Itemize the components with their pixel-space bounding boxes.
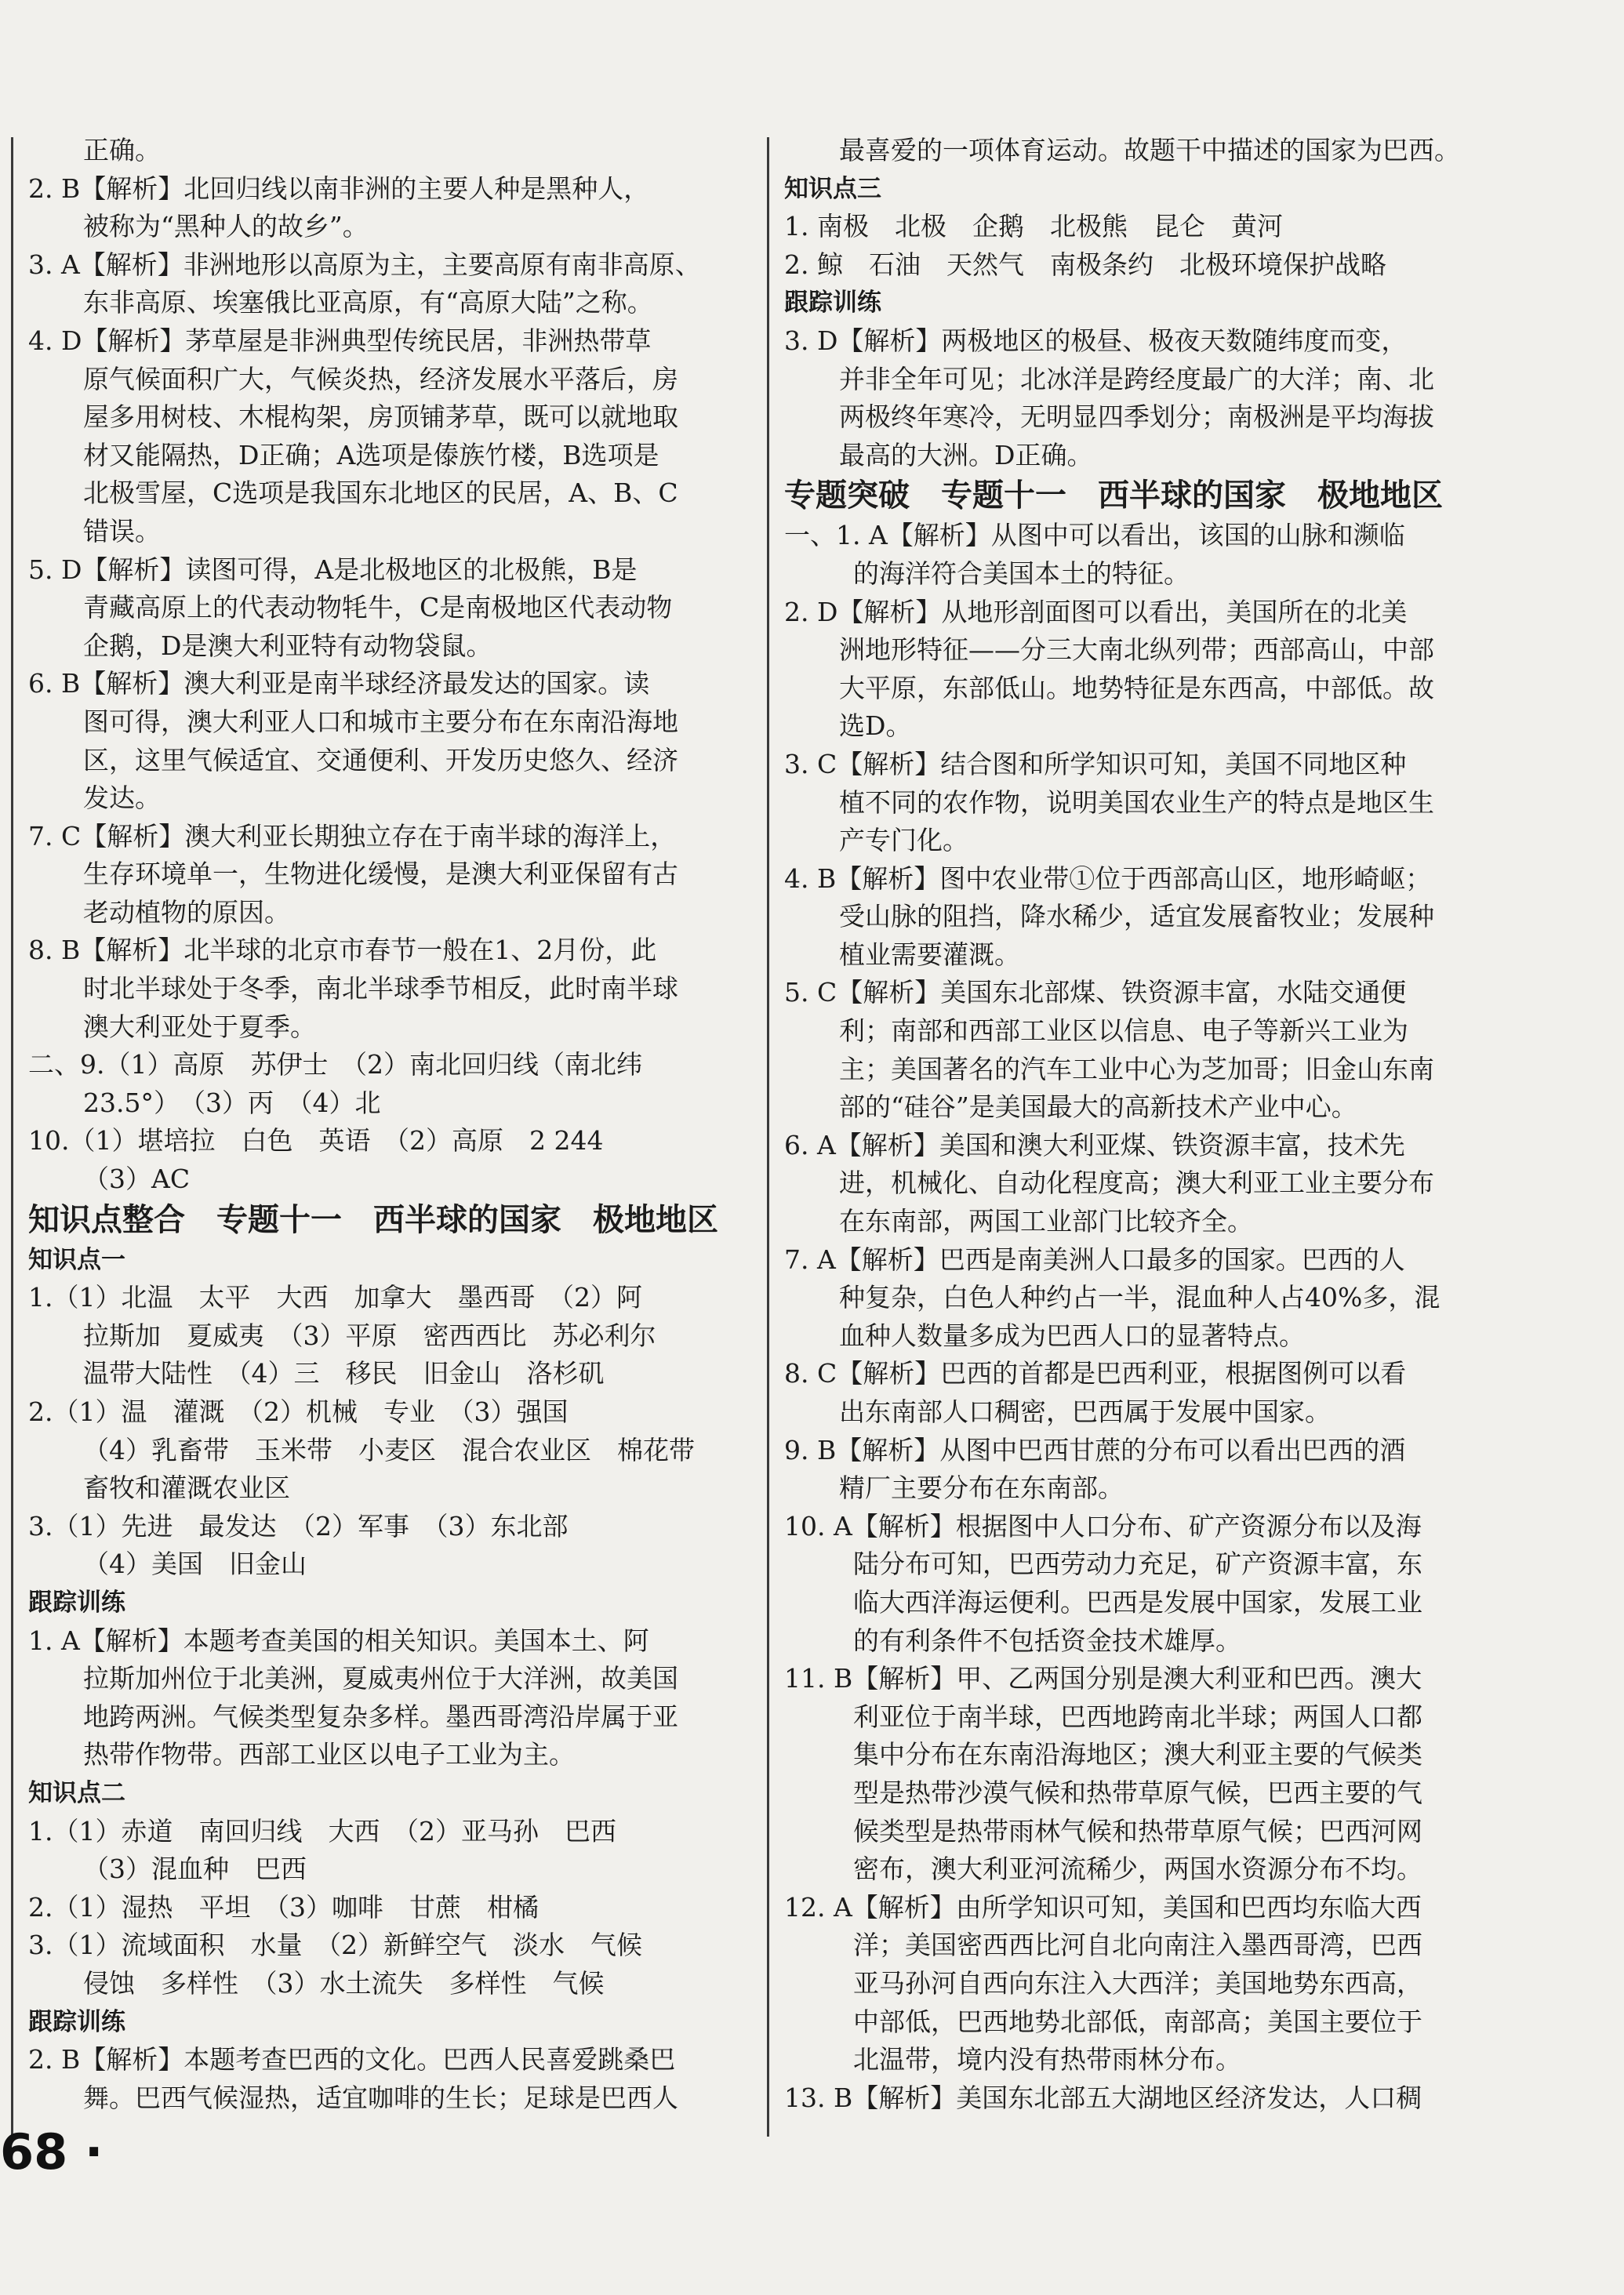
text-line: 5. C【解析】美国东北部煤、铁资源丰富，水陆交通便 [784,977,1407,1008]
section-heading: 跟踪训练 [28,1588,125,1617]
left-margin-rule [11,137,13,2137]
text-line: （3）AC [83,1164,191,1195]
text-line: 植业需要灌溉。 [839,939,1020,970]
text-line: 并非全年可见；北冰洋是跨经度最广的大洋；南、北 [839,363,1434,394]
text-line: 温带大陆性 （4）三 移民 旧金山 洛杉矶 [83,1358,605,1389]
text-line: 地跨两洲。气候类型复杂多样。墨西哥湾沿岸属于亚 [83,1701,678,1732]
text-line: （3）混血种 巴西 [83,1854,307,1885]
section-heading: 跟踪训练 [784,289,881,318]
section-heading: 专题突破 专题十一 西半球的国家 极地地区 [784,478,1443,514]
text-line: 1. A【解析】本题考查美国的相关知识。美国本土、阿 [28,1625,649,1656]
text-line: 利；南部和西部工业区以信息、电子等新兴工业为 [839,1015,1408,1047]
text-line: 两极终年寒冷，无明显四季划分；南极洲是平均海拔 [839,401,1434,433]
section-heading: 知识点二 [28,1778,125,1807]
text-line: 北温带，境内没有热带雨林分布。 [853,2044,1241,2075]
text-line: 原气候面积广大，气候炎热，经济发展水平落后，房 [83,363,678,394]
text-line: 利亚位于南半球，巴西地跨南北半球；两国人口都 [853,1701,1422,1732]
text-line: 8. B【解析】北半球的北京市春节一般在1、2月份，此 [28,935,657,966]
text-line: 受山脉的阻挡，降水稀少，适宜发展畜牧业；发展种 [839,901,1434,932]
section-heading: 跟踪训练 [28,2007,125,2036]
text-line: 2. D【解析】从地形剖面图可以看出，美国所在的北美 [784,596,1408,627]
text-line: 2. 鲸 石油 天然气 南极条约 北极环境保护战略 [784,249,1386,280]
text-line: 临大西洋海运便利。巴西是发展中国家，发展工业 [853,1586,1422,1618]
text-line: 11. B【解析】甲、乙两国分别是澳大利亚和巴西。澳大 [784,1663,1422,1694]
text-line: 最喜爱的一项体育运动。故题干中描述的国家为巴西。 [839,135,1460,165]
text-line: 候类型是热带雨林气候和热带草原气候；巴西河网 [853,1815,1422,1847]
text-line: 23.5°） （3）丙 （4）北 [83,1087,381,1118]
right-column [784,132,1537,2117]
text-line: 亚马孙河自西向东注入大西洋；美国地势东西高， [853,1967,1422,1999]
text-line: 选D。 [839,710,912,742]
section-heading: 知识点三 [784,174,881,203]
text-line: 产专门化。 [839,825,968,856]
text-line: 拉斯加 夏威夷 （3）平原 密西西比 苏必利尔 [83,1320,656,1351]
text-line: 植不同的农作物，说明美国农业生产的特点是地区生 [839,786,1434,818]
text-line: 精厂主要分布在东南部。 [839,1473,1124,1504]
text-line: 区，这里气候适宜、交通便利、开发历史悠久、经济 [83,744,678,775]
text-line: 12. A【解析】由所学知识可知，美国和巴西均东临大西 [784,1891,1422,1923]
text-line: （4）美国 旧金山 [83,1549,307,1580]
text-line: 集中分布在东南沿海地区；澳大利亚主要的气候类 [853,1739,1422,1770]
text-line: 最高的大洲。D正确。 [839,439,1093,470]
text-line: 1.（1）北温 太平 大西 加拿大 墨西哥 （2）阿 [28,1282,642,1313]
text-line: 东非高原、埃塞俄比亚高原，有“高原大陆”之称。 [83,287,653,318]
text-line: 3. A【解析】非洲地形以高原为主，主要高原有南非高原、 [28,249,701,280]
text-line: 进，机械化、自动化程度高；澳大利亚工业主要分布 [839,1167,1434,1199]
text-line: 发达。 [83,783,161,814]
text-line: 洋；美国密西西比河自北向南注入墨西哥湾，巴西 [853,1930,1422,1961]
text-line: 部的“硅谷”是美国最大的高新技术产业中心。 [839,1091,1357,1123]
text-line: 的海洋符合美国本土的特征。 [853,557,1190,589]
text-line: 主；美国著名的汽车工业中心为芝加哥；旧金山东南 [839,1053,1434,1084]
text-line: 错误。 [83,515,161,547]
left-column [28,132,742,2117]
section-heading: 知识点整合 专题十一 西半球的国家 极地地区 [28,1201,718,1238]
text-line: 材又能隔热，D正确；A选项是傣族竹楼，B选项是 [83,439,659,470]
text-line: 畜牧和灌溉农业区 [83,1473,290,1504]
text-line: 一、1. A【解析】从图中可以看出，该国的山脉和濒临 [784,520,1405,551]
text-line: 二、9.（1）高原 苏伊士 （2）南北回归线（南北纬 [28,1049,642,1080]
text-line: 图可得，澳大利亚人口和城市主要分布在东南沿海地 [83,706,678,737]
text-line: （4）乳畜带 玉米带 小麦区 混合农业区 棉花带 [83,1434,695,1465]
text-line: 3. D【解析】两极地区的极昼、极夜天数随纬度而变， [784,325,1408,356]
text-line: 1.（1）赤道 南回归线 大西 （2）亚马孙 巴西 [28,1815,616,1847]
text-line: 企鹅，D是澳大利亚特有动物袋鼠。 [83,630,492,661]
text-line: 热带作物带。西部工业区以电子工业为主。 [83,1739,575,1770]
text-line: 4. D【解析】茅草屋是非洲典型传统民居，非洲热带草 [28,325,652,356]
section-heading: 知识点一 [28,1245,125,1274]
text-line: 中部低，巴西地势北部低，南部高；美国主要位于 [853,2006,1422,2037]
text-line: 时北半球处于冬季，南北半球季节相反，此时南半球 [83,973,678,1004]
text-line: 出东南部人口稠密，巴西属于发展中国家。 [839,1396,1331,1427]
text-line: 澳大利亚处于夏季。 [83,1011,316,1042]
text-line: 血种人数量多成为巴西人口的显著特点。 [839,1320,1305,1351]
text-line: 北极雪屋，C选项是我国东北地区的民居，A、B、C [83,478,678,509]
text-line: 10. A【解析】根据图中人口分布、矿产资源分布以及海 [784,1510,1422,1541]
text-line: 被称为“黑种人的故乡”。 [83,211,369,242]
text-line: 2. B【解析】本题考查巴西的文化。巴西人民喜爱跳桑巴 [28,2044,676,2075]
text-line: 7. A【解析】巴西是南美洲人口最多的国家。巴西的人 [784,1244,1405,1275]
text-line: 3.（1）流域面积 水量 （2）新鲜空气 淡水 气候 [28,1930,642,1961]
text-line: 6. A【解析】美国和澳大利亚煤、铁资源丰富，技术先 [784,1129,1405,1160]
text-line: 2. B【解析】北回归线以南非洲的主要人种是黑种人， [28,172,650,204]
text-line: 正确。 [83,135,161,165]
text-line: 洲地形特征——分三大南北纵列带；西部高山，中部 [839,634,1434,666]
text-line: 侵蚀 多样性 （3）水土流失 多样性 气候 [83,1967,605,1999]
text-line: 种复杂，白色人种约占一半，混血种人占40%多，混 [839,1282,1441,1313]
text-line: 10.（1）堪培拉 白色 英语 （2）高原 2 244 [28,1125,604,1157]
text-line: 舞。巴西气候湿热，适宜咖啡的生长；足球是巴西人 [83,2082,678,2113]
text-line: 的有利条件不包括资金技术雄厚。 [853,1625,1241,1656]
text-line: 拉斯加州位于北美洲，夏威夷州位于大洋洲，故美国 [83,1663,678,1694]
text-line: 9. B【解析】从图中巴西甘蔗的分布可以看出巴西的酒 [784,1434,1406,1465]
text-line: 在东南部，两国工业部门比较齐全。 [839,1206,1253,1237]
text-line: 4. B【解析】图中农业带①位于西部高山区，地形崎岖； [784,862,1432,894]
text-line: 2.（1）湿热 平坦 （3）咖啡 甘蔗 柑橘 [28,1891,539,1923]
text-line: 13. B【解析】美国东北部五大湖地区经济发达，人口稠 [784,2082,1422,2113]
text-line: 8. C【解析】巴西的首都是巴西利亚，根据图例可以看 [784,1358,1407,1389]
text-line: 6. B【解析】澳大利亚是南半球经济最发达的国家。读 [28,668,650,699]
text-line: 青藏高原上的代表动物牦牛，C是南极地区代表动物 [83,592,673,623]
text-line: 陆分布可知，巴西劳动力充足，矿产资源丰富，东 [853,1549,1422,1580]
text-line: 1. 南极 北极 企鹅 北极熊 昆仑 黄河 [784,211,1283,242]
text-line: 密布，澳大利亚河流稀少，两国水资源分布不均。 [853,1854,1422,1885]
text-line: 生存环境单一，生物进化缓慢，是澳大利亚保留有古 [83,859,678,890]
text-line: 3.（1）先进 最发达 （2）军事 （3）东北部 [28,1510,569,1541]
text-line: 7. C【解析】澳大利亚长期独立存在于南半球的海洋上， [28,820,677,852]
column-divider [767,137,769,2137]
text-line: 大平原，东部低山。地势特征是东西高，中部低。故 [839,672,1434,703]
text-line: 屋多用树枝、木棍构架，房顶铺茅草，既可以就地取 [83,401,678,433]
text-line: 老动植物的原因。 [83,896,290,928]
text-line: 5. D【解析】读图可得，A是北极地区的北极熊，B是 [28,554,638,585]
text-line: 3. C【解析】结合图和所学知识可知，美国不同地区种 [784,748,1407,779]
text-line: 型是热带沙漠气候和热带草原气候，巴西主要的气 [853,1777,1422,1808]
text-line: 2.（1）温 灌溉 （2）机械 专业 （3）强国 [28,1396,569,1427]
page-number: 68 · [0,2123,104,2181]
